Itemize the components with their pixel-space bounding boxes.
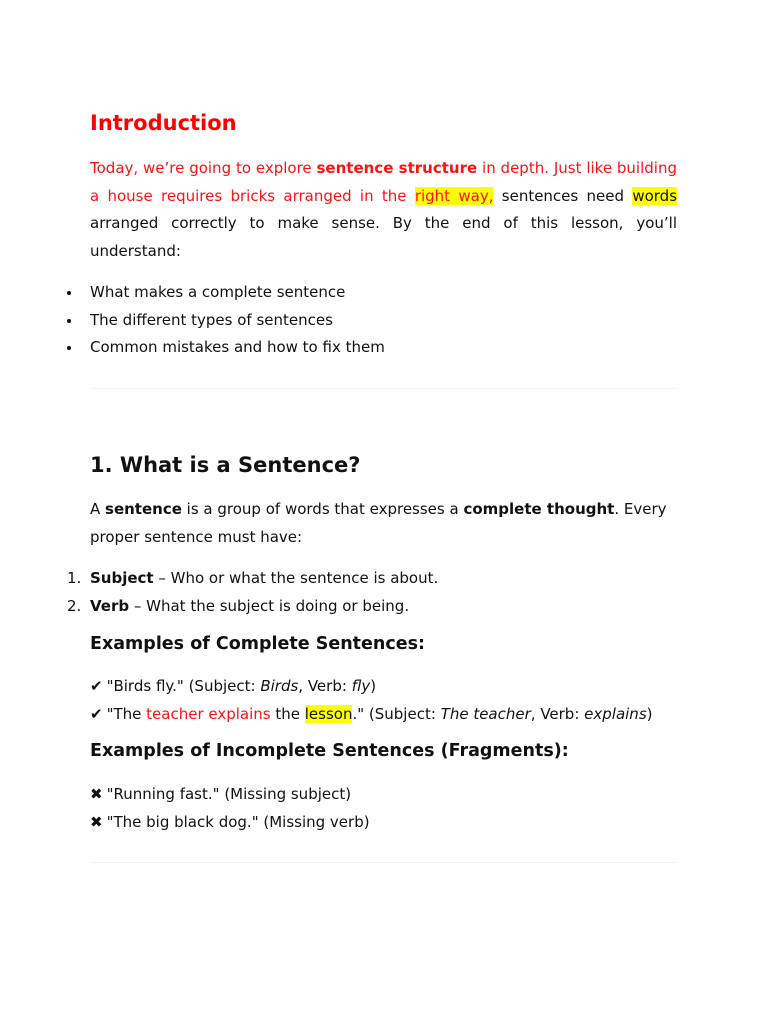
list-number: 1. [67,569,82,587]
example-highlight-lesson: lesson [304,704,353,723]
list-term: Subject [90,569,154,587]
definition-text-1: A [90,500,106,518]
complete-examples-list [90,673,653,728]
list-item [90,781,370,809]
definition-text-2: is a group of words that expresses a [181,500,464,518]
sentence-definition-paragraph [90,496,677,551]
list-item [67,565,439,593]
section-divider [90,862,677,863]
list-number: 2. [67,596,82,615]
intro-text-2: in depth. Just like building a house requires bricks arranged in the [90,159,677,205]
list-term: Verb [90,596,130,615]
incomplete-examples-list [90,781,370,836]
example-text: "The big black dog." (Missing verb) [106,812,370,831]
example-text: ) [370,677,377,695]
example-italic: explains [584,704,647,723]
example-text: , Verb: [298,677,352,695]
cross-icon: ✖ [90,812,103,831]
example-text: "The [106,704,147,723]
sentence-requirements-list [67,565,439,620]
example-text: , Verb: [530,704,585,723]
checkmark-icon: ✔ [90,704,103,723]
intro-text-1: Today, we’re going to explore [90,159,317,177]
intro-bold-sentence-structure: sentence structure [316,159,478,177]
example-text: "Running fast." (Missing subject) [106,785,352,803]
intro-highlight-right-way: right way, [414,186,494,205]
definition-bold-sentence: sentence [105,500,182,518]
list-item [90,701,653,729]
cross-icon: ✖ [90,785,103,803]
example-text: ) [646,704,653,723]
section-heading-what-is-sentence: 1. What is a Sentence? [90,453,361,477]
complete-sentences-heading: Examples of Complete Sentences: [90,634,426,654]
list-description: – Who or what the sentence is about. [153,569,439,587]
intro-text-3: sentences need [493,186,633,205]
definition-text-3: . Every proper sentence must have: [90,500,667,546]
intro-highlight-words: words [632,186,678,205]
intro-bullet-list [90,279,385,362]
list-item: Common mistakes and how to fix them [90,334,385,362]
checkmark-icon: ✔ [90,677,103,695]
list-item: What makes a complete sentence [90,279,385,307]
introduction-paragraph [90,155,677,265]
incomplete-sentences-heading: Examples of Incomplete Sentences (Fragments): [90,741,569,761]
intro-text-4: arranged correctly to make sense. By the end of this lesson, you’ll understand: [90,214,677,260]
introduction-heading: Introduction [90,111,237,135]
definition-bold-complete-thought: complete thought [463,500,615,518]
example-text: ." (Subject: [352,704,441,723]
list-item [67,593,438,621]
example-italic: Birds [260,677,299,695]
example-italic: fly [351,677,371,695]
example-text: "Birds fly." (Subject: [106,677,261,695]
list-description: – What the subject is doing or being. [129,596,410,615]
example-text: the [270,704,305,723]
example-red-text: teacher explains [146,704,271,723]
list-item: The different types of sentences [90,307,385,335]
list-item [90,673,653,701]
section-divider [90,388,677,389]
list-item [90,809,370,837]
example-italic: The teacher [440,704,531,723]
